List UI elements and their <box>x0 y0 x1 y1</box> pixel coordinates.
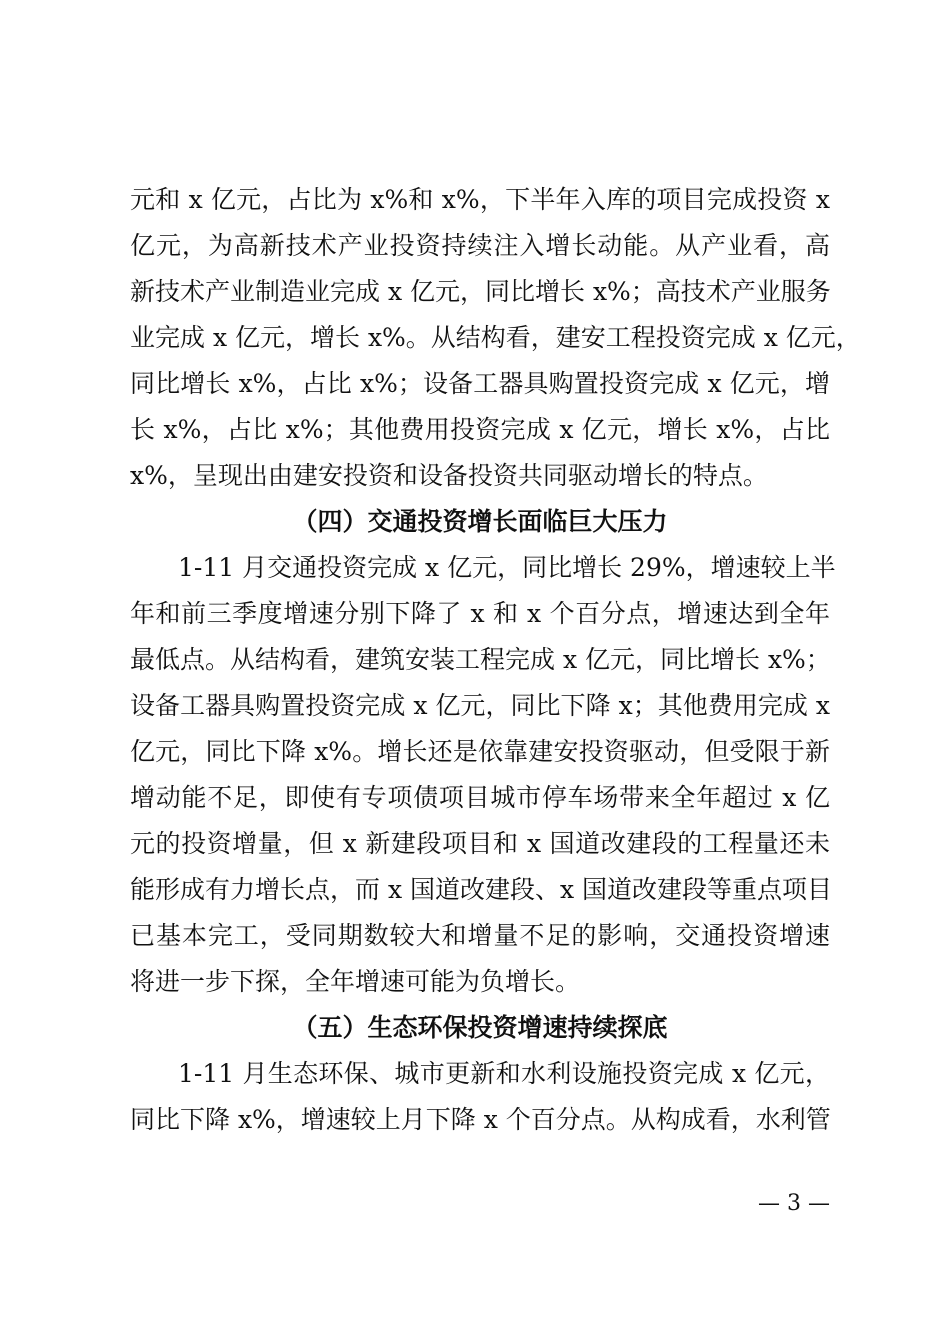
text-line: 同比下降 x%，增速较上月下降 x 个百分点。从构成看，水利管 <box>130 1105 831 1134</box>
text-line: 最低点。从结构看，建筑安装工程完成 x 亿元，同比增长 x%； <box>130 645 831 674</box>
text-line: 元的投资增量，但 x 新建段项目和 x 国道改建段的工程量还未 <box>130 829 830 858</box>
text-line: 亿元，同比下降 x%。增长还是依靠建安投资驱动，但受限于新 <box>130 737 830 766</box>
text-line: 年和前三季度增速分别下降了 x 和 x 个百分点，增速达到全年 <box>130 599 830 628</box>
page-number: — 3 — <box>758 1191 830 1216</box>
text-line: 1-11 月生态环保、城市更新和水利设施投资完成 x 亿元， <box>178 1059 830 1088</box>
text-line: 已基本完工，受同期数较大和增量不足的影响，交通投资增速 <box>130 921 830 950</box>
text-line: 长 x%，占比 x%；其他费用投资完成 x 亿元，增长 x%，占比 <box>130 415 830 444</box>
text-line: x%，呈现出由建安投资和设备投资共同驱动增长的特点。 <box>130 461 768 490</box>
text-line: 业完成 x 亿元，增长 x%。从结构看，建安工程投资完成 x 亿元， <box>130 323 861 352</box>
text-line: 亿元，为高新技术产业投资持续注入增长动能。从产业看，高 <box>130 231 830 260</box>
text-line: 1-11 月交通投资完成 x 亿元，同比增长 29%，增速较上半 <box>178 553 836 582</box>
text-line: 同比增长 x%，占比 x%；设备工器具购置投资完成 x 亿元，增 <box>130 369 830 398</box>
text-line: 设备工器具购置投资完成 x 亿元，同比下降 x；其他费用完成 x <box>130 691 830 720</box>
text-line: 能形成有力增长点，而 x 国道改建段、x 国道改建段等重点项目 <box>130 875 833 904</box>
text-line: 新技术产业制造业完成 x 亿元，同比增长 x%；高技术产业服务 <box>130 277 831 306</box>
text-line: 增动能不足，即使有专项债项目城市停车场带来全年超过 x 亿 <box>130 783 830 812</box>
section-heading-4: （四）交通投资增长面临巨大压力 <box>292 507 668 536</box>
text-line: 元和 x 亿元，占比为 x%和 x%，下半年入库的项目完成投资 x <box>130 185 830 214</box>
section-heading-5: （五）生态环保投资增速持续探底 <box>292 1013 668 1042</box>
text-line: 将进一步下探，全年增速可能为负增长。 <box>130 967 581 996</box>
